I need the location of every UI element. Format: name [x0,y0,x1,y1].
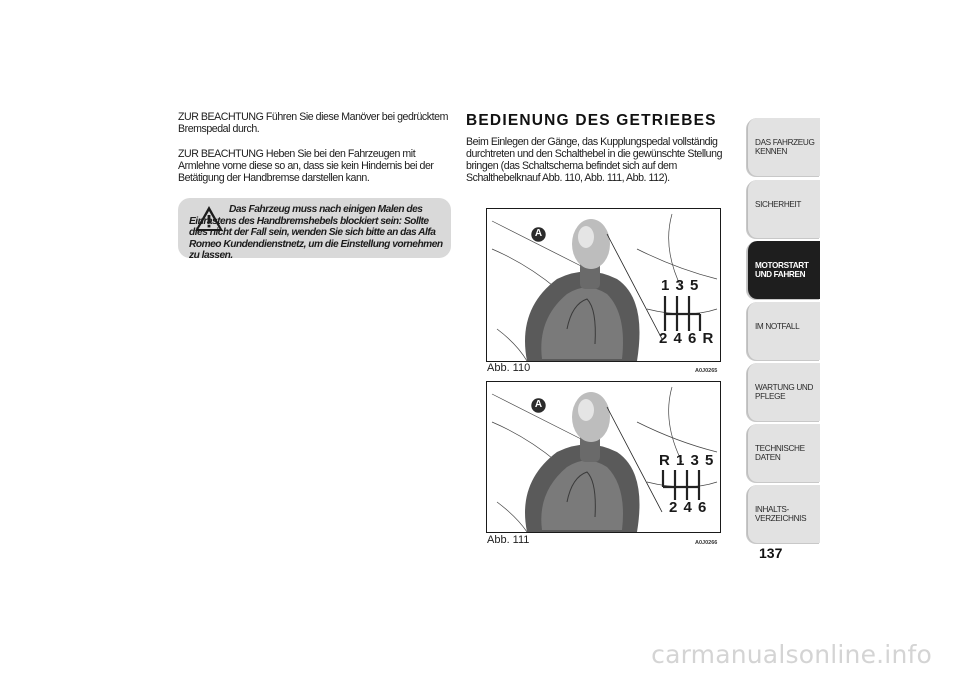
warning-note-box [178,198,451,262]
tab-technische-daten[interactable] [747,424,820,482]
tab-label: INHALTS-VERZEICHNIS [755,505,807,524]
page-number: 137 [759,545,783,561]
gear-pattern-top: R 1 3 5 [659,452,715,469]
gear-pattern-top: 1 3 5 [661,277,700,294]
watermark [0,640,960,669]
tab-label: IM NOTFALL [755,322,800,331]
tab-das-fahrzeug-kennen[interactable] [747,118,820,176]
paragraph-armrest-note: ZUR BEACHTUNG Heben Sie bei den Fahrzeugen mit Armlehne vorne diese so an, dass sie kein Hindernis bei der Betätigung der Handbremse darstellen kann. [178,148,434,184]
figure-gear-knob-111 [486,381,721,533]
tab-wartung-und-pflege[interactable] [747,363,820,421]
watermark-text: carmanualsonline.info [651,640,932,669]
figure-caption-111: Abb. 111 [487,534,530,546]
tab-label: SICHERHEIT [755,200,802,209]
figure-caption-110: Abb. 110 [487,362,531,374]
tab-label: TECHNISCHE DATEN [755,444,805,463]
tab-label: DAS FAHRZEUG KENNEN [755,138,815,157]
section-title: BEDIENUNG DES GETRIEBES [466,112,717,129]
marker-a-label: A [534,399,543,410]
figure-gear-knob-110 [486,208,721,362]
warning-note-text: Das Fahrzeug muss nach einigen Malen des Einrastens des Handbremshebels blockiert sein: Sollte dies nicht der Fall sein, wenden Sie sich bitte an das Alfa Romeo Kundendienstnetz, um die Einstellung vornehmen zu lassen. [189,204,443,262]
gear-pattern-bottom: 2 4 6 R [659,330,715,347]
tab-label: MOTORSTART UND FAHREN [755,261,809,280]
tab-sicherheit[interactable] [747,180,820,238]
tab-motorstart-und-fahren[interactable] [747,241,820,299]
marker-a-label: A [534,228,543,239]
paragraph-brake-note: ZUR BEACHTUNG Führen Sie diese Manöver bei gedrücktem Bremspedal durch. [178,111,448,135]
tab-im-notfall[interactable] [747,302,820,360]
tab-inhaltsverzeichnis[interactable] [747,485,820,543]
figure-code-110: A0J0265 [695,368,718,374]
figure-code-111: A0J0266 [695,540,718,546]
tab-label: WARTUNG UND PFLEGE [755,383,814,402]
gear-pattern-bottom: 2 4 6 [669,499,708,516]
paragraph-gear-operation: Beim Einlegen der Gänge, das Kupplungspedal vollständig durchtreten und den Schalthebel in die gewünschte Stellung bringen (das Schaltschema befindet sich auf dem Schalthebelknauf Abb. 110, Abb. 111, Abb. 112). [466,136,723,184]
